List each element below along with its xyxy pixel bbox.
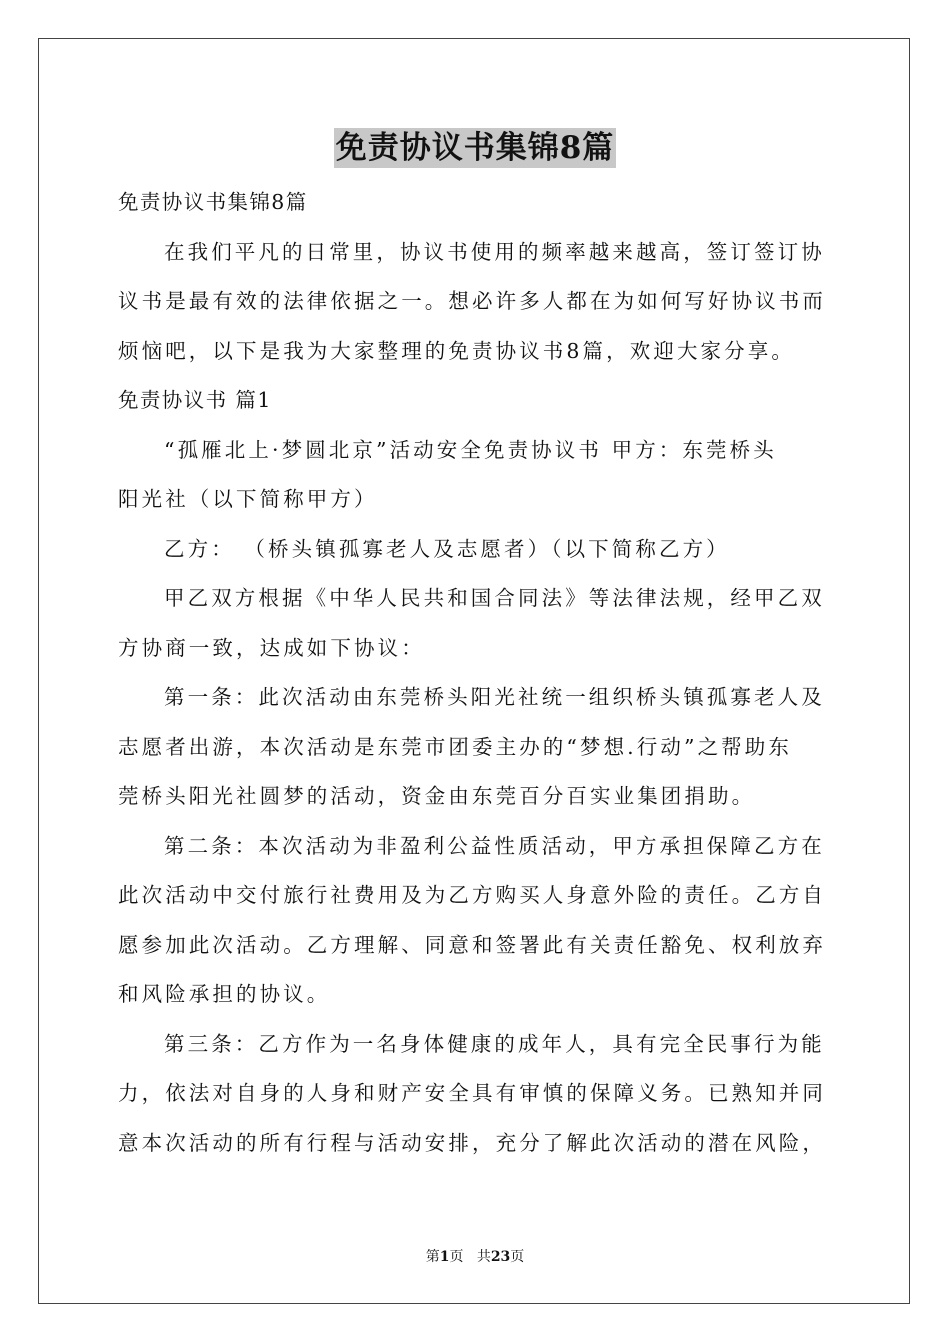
title-wrap bbox=[0, 128, 950, 168]
paragraph-line: 在我们平凡的日常里，协议书使用的频率越来越高，签订签订协 bbox=[164, 239, 825, 264]
paragraph-line: 意本次活动的所有行程与活动安排，充分了解此次活动的潜在风险， bbox=[118, 1130, 826, 1155]
paragraph-line: 和风险承担的协议。 bbox=[118, 982, 331, 1006]
paragraph-line: 第三条：乙方作为一名身体健康的成年人，具有完全民事行为能 bbox=[164, 1031, 825, 1056]
footer-page-unit: 页 bbox=[449, 1249, 464, 1265]
paragraph-line: 莞桥头阳光社圆梦的活动，资金由东莞百分百实业集团捐助。 bbox=[118, 784, 756, 808]
document-title: 免责协议书集锦8篇 bbox=[335, 130, 615, 166]
section-heading: 免责协议书集锦8篇 bbox=[118, 190, 308, 214]
document-body bbox=[118, 178, 838, 1168]
footer-page-total: 23 bbox=[490, 1249, 511, 1265]
paragraph-line: 此次活动中交付旅行社费用及为乙方购买人身意外险的责任。乙方自 bbox=[118, 883, 826, 907]
paragraph-line: 志愿者出游，本次活动是东莞市团委主办的“梦想.行动”之帮助东 bbox=[118, 734, 792, 759]
footer-total-unit: 页 bbox=[510, 1249, 525, 1265]
paragraph-line: 力，依法对自身的人身和财产安全具有审慎的保障义务。已熟知并同 bbox=[118, 1081, 826, 1105]
paragraph-line: 方协商一致，达成如下协议： bbox=[118, 635, 425, 660]
footer-total-prefix: 共 bbox=[476, 1249, 491, 1265]
page-footer bbox=[0, 1246, 950, 1266]
footer-page-prefix: 第 bbox=[425, 1249, 440, 1265]
paragraph-line: 第一条：此次活动由东莞桥头阳光社统一组织桥头镇孤寡老人及 bbox=[164, 685, 825, 709]
paragraph-line: 阳光社（以下简称甲方） bbox=[118, 487, 378, 511]
footer-page-current: 1 bbox=[439, 1249, 450, 1265]
paragraph-line: 乙方： （桥头镇孤寡老人及志愿者）（以下简称乙方） bbox=[164, 536, 730, 561]
paragraph-line: 烦恼吧，以下是我为大家整理的免责协议书8篇，欢迎大家分享。 bbox=[118, 338, 795, 363]
paragraph-line: “孤雁北上·梦圆北京”活动安全免责协议书 甲方：东莞桥头 bbox=[164, 437, 777, 462]
paragraph-line: 愿参加此次活动。乙方理解、同意和签署此有关责任豁免、权利放弃 bbox=[118, 932, 826, 957]
section-heading: 免责协议书 篇1 bbox=[118, 388, 272, 412]
paragraph-line: 甲乙双方根据《中华人民共和国合同法》等法律法规，经甲乙双 bbox=[164, 586, 825, 610]
paragraph-line: 第二条：本次活动为非盈利公益性质活动，甲方承担保障乙方在 bbox=[164, 833, 825, 858]
paragraph-line: 议书是最有效的法律依据之一。想必许多人都在为如何写好协议书而 bbox=[118, 289, 826, 313]
